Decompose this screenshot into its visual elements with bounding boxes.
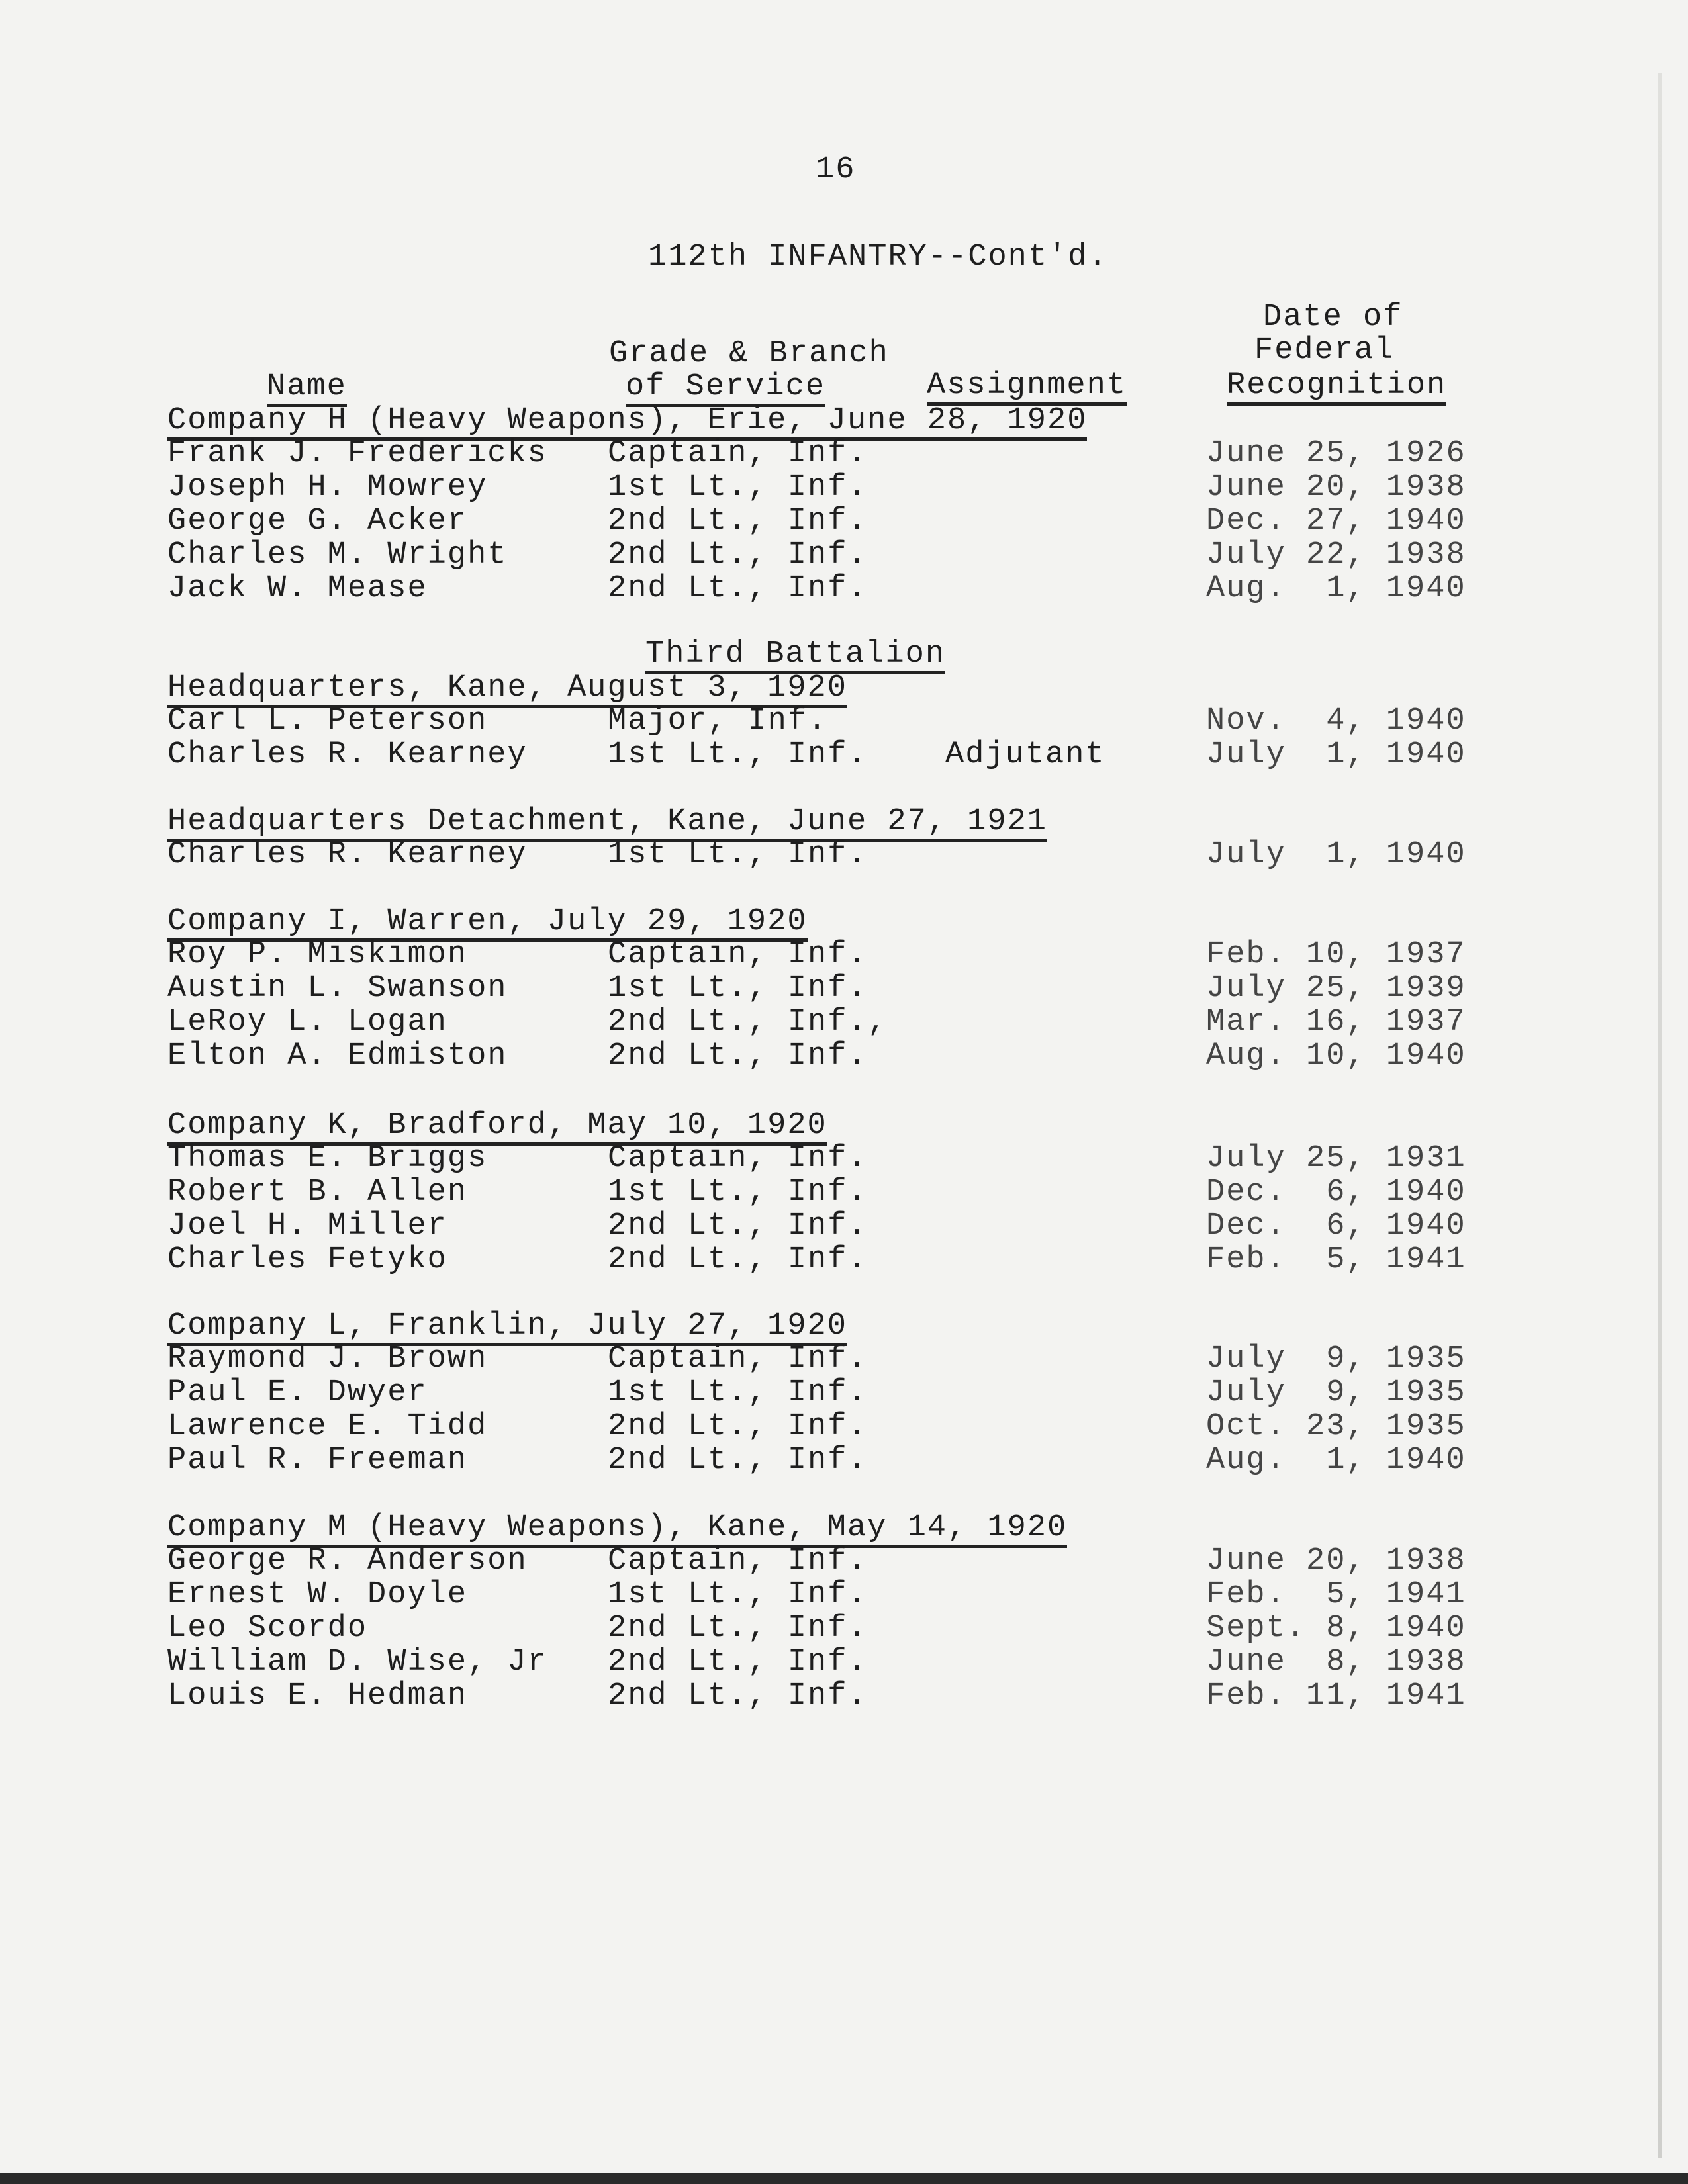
grade-branch: Captain, Inf. xyxy=(608,937,868,972)
person-name: LeRoy L. Logan xyxy=(167,1005,447,1040)
person-name: George R. Anderson xyxy=(167,1543,528,1578)
person-name: Paul R. Freeman xyxy=(167,1443,468,1478)
scan-edge-shadow xyxy=(1658,73,1662,2158)
recognition-date: Dec. 6, 1940 xyxy=(1206,1208,1466,1244)
section-heading: Company I, Warren, July 29, 1920 xyxy=(167,905,808,942)
grade-branch: 2nd Lt., Inf. xyxy=(608,1645,868,1680)
section-heading: Company K, Bradford, May 10, 1920 xyxy=(167,1109,827,1146)
header-date-line3: Recognition xyxy=(1227,369,1446,406)
person-name: William D. Wise, Jr xyxy=(167,1645,547,1680)
recognition-date: July 1, 1940 xyxy=(1206,837,1466,872)
recognition-date: July 25, 1939 xyxy=(1206,971,1466,1006)
person-name: Louis E. Hedman xyxy=(167,1678,468,1713)
scan-bottom-border xyxy=(0,2173,1688,2184)
grade-branch: Captain, Inf. xyxy=(608,1141,868,1176)
grade-branch: 1st Lt., Inf. xyxy=(608,837,868,872)
recognition-date: July 9, 1935 xyxy=(1206,1375,1466,1410)
person-name: Lawrence E. Tidd xyxy=(167,1409,488,1444)
recognition-date: Mar. 16, 1937 xyxy=(1206,1005,1466,1040)
person-name: Austin L. Swanson xyxy=(167,971,508,1006)
grade-branch: 2nd Lt., Inf. xyxy=(608,1678,868,1713)
person-name: George G. Acker xyxy=(167,504,468,539)
recognition-date: June 25, 1926 xyxy=(1206,436,1466,471)
header-grade-line1: Grade & Branch xyxy=(609,336,889,371)
person-name: Charles M. Wright xyxy=(167,537,508,572)
person-name: Charles R. Kearney xyxy=(167,737,528,772)
person-name: Leo Scordo xyxy=(167,1611,368,1646)
person-name: Raymond J. Brown xyxy=(167,1342,488,1377)
recognition-date: July 25, 1931 xyxy=(1206,1141,1466,1176)
section-heading: Company L, Franklin, July 27, 1920 xyxy=(167,1310,847,1346)
recognition-date: June 8, 1938 xyxy=(1206,1645,1466,1680)
recognition-date: Aug. 1, 1940 xyxy=(1206,1443,1466,1478)
grade-branch: Major, Inf. xyxy=(608,704,828,739)
recognition-date: Dec. 27, 1940 xyxy=(1206,504,1466,539)
grade-branch: 2nd Lt., Inf. xyxy=(608,1443,868,1478)
header-assignment: Assignment xyxy=(927,369,1127,406)
person-name: Elton A. Edmiston xyxy=(167,1038,508,1073)
header-date-line1: Date of xyxy=(1263,300,1403,335)
recognition-date: July 9, 1935 xyxy=(1206,1342,1466,1377)
recognition-date: June 20, 1938 xyxy=(1206,1543,1466,1578)
person-name: Joel H. Miller xyxy=(167,1208,447,1244)
person-name: Jack W. Mease xyxy=(167,571,428,606)
recognition-date: Feb. 5, 1941 xyxy=(1206,1577,1466,1612)
page-number: 16 xyxy=(816,152,856,187)
header-grade-line2: of Service xyxy=(626,371,825,407)
person-name: Carl L. Peterson xyxy=(167,704,488,739)
grade-branch: Captain, Inf. xyxy=(608,1543,868,1578)
grade-branch: 1st Lt., Inf. xyxy=(608,1577,868,1612)
person-name: Charles Fetyko xyxy=(167,1242,447,1277)
section-heading: Headquarters Detachment, Kane, June 27, 1921 xyxy=(167,805,1047,842)
header-date-line2: Federal xyxy=(1254,333,1395,368)
recognition-date: July 1, 1940 xyxy=(1206,737,1466,772)
header-name: Name xyxy=(267,371,347,407)
person-name: Thomas E. Briggs xyxy=(167,1141,488,1176)
recognition-date: Aug. 10, 1940 xyxy=(1206,1038,1466,1073)
assignment: Adjutant xyxy=(945,737,1105,772)
person-name: Joseph H. Mowrey xyxy=(167,470,488,505)
recognition-date: Feb. 11, 1941 xyxy=(1206,1678,1466,1713)
subheading-third-battalion: Third Battalion xyxy=(645,638,945,674)
section-heading: Company H (Heavy Weapons), Erie, June 28, 1920 xyxy=(167,404,1087,441)
section-heading: Headquarters, Kane, August 3, 1920 xyxy=(167,672,847,708)
grade-branch: 2nd Lt., Inf. xyxy=(608,504,868,539)
recognition-date: Dec. 6, 1940 xyxy=(1206,1175,1466,1210)
grade-branch: 1st Lt., Inf. xyxy=(608,971,868,1006)
recognition-date: June 20, 1938 xyxy=(1206,470,1466,505)
page-title: 112th INFANTRY--Cont'd. xyxy=(648,240,1108,275)
grade-branch: 2nd Lt., Inf. xyxy=(608,537,868,572)
person-name: Robert B. Allen xyxy=(167,1175,468,1210)
person-name: Charles R. Kearney xyxy=(167,837,528,872)
grade-branch: Captain, Inf. xyxy=(608,436,868,471)
recognition-date: Oct. 23, 1935 xyxy=(1206,1409,1466,1444)
person-name: Roy P. Miskimon xyxy=(167,937,468,972)
person-name: Frank J. Fredericks xyxy=(167,436,547,471)
grade-branch: 2nd Lt., Inf. xyxy=(608,571,868,606)
person-name: Paul E. Dwyer xyxy=(167,1375,428,1410)
grade-branch: 1st Lt., Inf. xyxy=(608,470,868,505)
recognition-date: Feb. 10, 1937 xyxy=(1206,937,1466,972)
grade-branch: 2nd Lt., Inf. xyxy=(608,1208,868,1244)
recognition-date: Sept. 8, 1940 xyxy=(1206,1611,1466,1646)
grade-branch: 1st Lt., Inf. xyxy=(608,1175,868,1210)
grade-branch: 2nd Lt., Inf. xyxy=(608,1611,868,1646)
grade-branch: 2nd Lt., Inf. xyxy=(608,1409,868,1444)
grade-branch: 2nd Lt., Inf. xyxy=(608,1242,868,1277)
grade-branch: 1st Lt., Inf. xyxy=(608,737,868,772)
grade-branch: Captain, Inf. xyxy=(608,1342,868,1377)
grade-branch: 2nd Lt., Inf. xyxy=(608,1038,868,1073)
person-name: Ernest W. Doyle xyxy=(167,1577,468,1612)
recognition-date: Aug. 1, 1940 xyxy=(1206,571,1466,606)
section-heading: Company M (Heavy Weapons), Kane, May 14, 1920 xyxy=(167,1512,1067,1548)
recognition-date: Feb. 5, 1941 xyxy=(1206,1242,1466,1277)
recognition-date: Nov. 4, 1940 xyxy=(1206,704,1466,739)
grade-branch: 1st Lt., Inf. xyxy=(608,1375,868,1410)
recognition-date: July 22, 1938 xyxy=(1206,537,1466,572)
grade-branch: 2nd Lt., Inf., xyxy=(608,1005,888,1040)
